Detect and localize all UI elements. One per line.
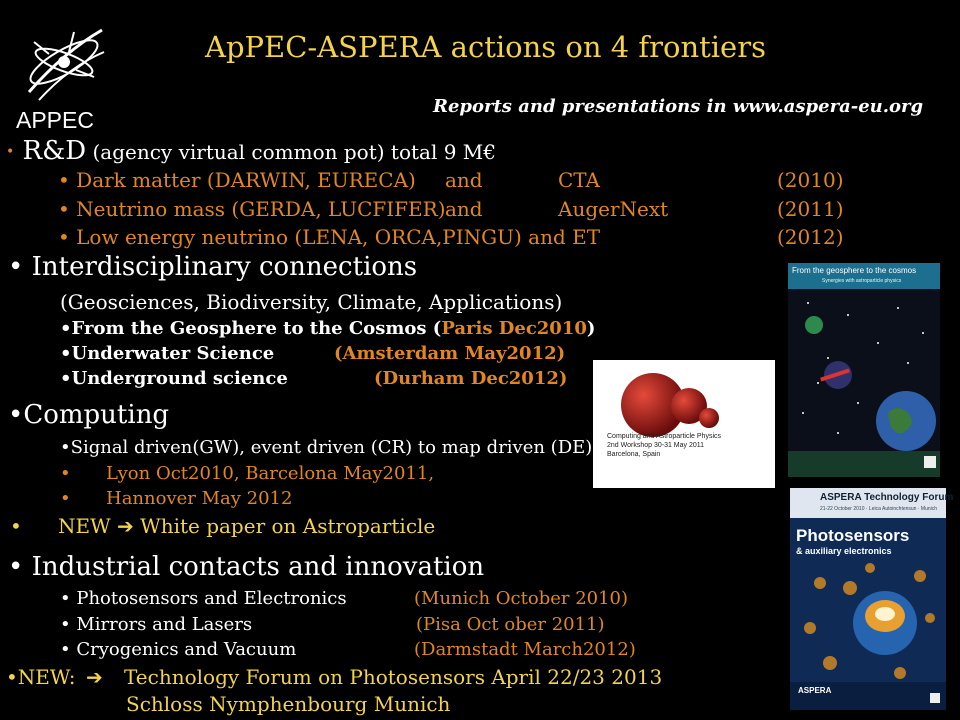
industrial-item-2-label: • Mirrors and Lasers — [60, 614, 253, 635]
space-scene-icon — [788, 263, 940, 477]
computing-new-label: NEW — [58, 514, 111, 538]
appec-logo — [14, 22, 114, 134]
aspera-forum-poster — [790, 488, 954, 710]
computing-new-text: White paper on Astroparticle — [133, 514, 436, 538]
computing-line1: •Signal driven(GW), event driven (CR) to map driven (DE) — [60, 437, 593, 458]
computing-new-bullet: • — [10, 514, 22, 538]
forum-poster-title: ASPERA Technology Forum — [820, 492, 954, 503]
geosphere-poster — [788, 263, 940, 477]
industrial-forum-location: Schloss Nymphenbourg Munich — [126, 692, 451, 716]
industrial-heading: • Industrial contacts and innovation — [8, 552, 485, 582]
industrial-item-3-event: (Darmstadt March2012) — [414, 639, 636, 660]
red-spheres-icon — [593, 360, 775, 488]
forum-poster-big: Photosensors — [796, 526, 910, 545]
rd-bullet: • — [6, 144, 15, 160]
workshop-line2: 2nd Workshop 30-31 May 2011 — [607, 442, 705, 449]
reports-link-text: Reports and presentations in www.aspera-eu.org — [433, 96, 924, 117]
industrial-forum: Technology Forum on Photosensors April 22/23 2013 — [124, 665, 663, 689]
inter-item-3-label: •Underground science — [60, 368, 288, 389]
rd-item-2-year: (2011) — [777, 197, 844, 221]
inter-item-2-label: •Underwater Science — [60, 343, 275, 364]
forum-poster-footer: ASPERA — [798, 686, 832, 695]
inter-item-1 — [60, 318, 595, 339]
computing-line3: Hannover May 2012 — [106, 488, 293, 509]
inter-item-1-event: Paris Dec2010 — [441, 318, 587, 339]
inter-item-3-event: (Durham Dec2012) — [374, 368, 568, 389]
rd-rest: (agency virtual common pot) total 9 M€ — [86, 140, 496, 164]
industrial-item-1-label: • Photosensors and Electronics — [60, 588, 347, 609]
rd-item-1-right: CTA — [558, 168, 600, 192]
rd-item-3-left: • Low energy neutrino (LENA, ORCA,PINGU) and ET — [58, 225, 601, 249]
inter-heading: • Interdisciplinary connections — [8, 252, 418, 282]
photomultiplier-icon — [790, 488, 946, 710]
arrow-right-icon: ➔ — [86, 665, 103, 689]
forum-poster-dates: 21-22 October 2010 · Leica Autoinchtensun · Munich — [820, 506, 938, 512]
appec-logo-icon — [14, 22, 114, 112]
inter-item-2-event: (Amsterdam May2012) — [334, 343, 566, 364]
rd-item-3-year: (2012) — [777, 225, 844, 249]
rd-heading-line — [6, 136, 496, 166]
inter-item-1-label: •From the Geosphere to the Cosmos ( — [60, 318, 442, 339]
workshop-image — [593, 360, 775, 488]
computing-new-line — [58, 514, 435, 538]
rd-item-1-year: (2010) — [777, 168, 844, 192]
arrow-right-icon: ➔ — [117, 514, 134, 538]
rd-item-2-left: • Neutrino mass (GERDA, LUCFIFER) — [58, 197, 446, 221]
geosphere-subtitle: Synergies with astroparticle physics — [822, 278, 902, 284]
industrial-new-label: •NEW: — [6, 665, 76, 689]
computing-bullet-3: • — [60, 488, 71, 509]
computing-line2: Lyon Oct2010, Barcelona May2011, — [106, 463, 435, 484]
slide-title: ApPEC-ASPERA actions on 4 frontiers — [205, 30, 766, 64]
forum-poster-small: & auxiliary electronics — [796, 546, 892, 556]
rd-heading: R&D — [22, 136, 87, 166]
workshop-line1: Computing and Astroparticle Physics — [607, 433, 721, 440]
workshop-line3: Barcelona, Spain — [607, 451, 661, 458]
industrial-item-1-event: (Munich October 2010) — [414, 588, 629, 609]
rd-item-1-left: • Dark matter (DARWIN, EURECA) — [58, 168, 416, 192]
industrial-item-2-event: (Pisa Oct ober 2011) — [416, 614, 605, 635]
industrial-item-3-label: • Cryogenics and Vacuum — [60, 639, 297, 660]
inter-item-1-close: ) — [586, 318, 596, 339]
rd-item-2-right: AugerNext — [558, 197, 669, 221]
computing-heading: •Computing — [8, 400, 170, 430]
logo-text: APPEC — [16, 107, 94, 133]
rd-item-2-mid: and — [445, 197, 483, 221]
rd-item-1-mid: and — [445, 168, 483, 192]
computing-bullet-2: • — [60, 463, 71, 484]
geosphere-title: From the geosphere to the cosmos — [792, 266, 917, 275]
inter-sub: (Geosciences, Biodiversity, Climate, Applications) — [60, 290, 563, 314]
